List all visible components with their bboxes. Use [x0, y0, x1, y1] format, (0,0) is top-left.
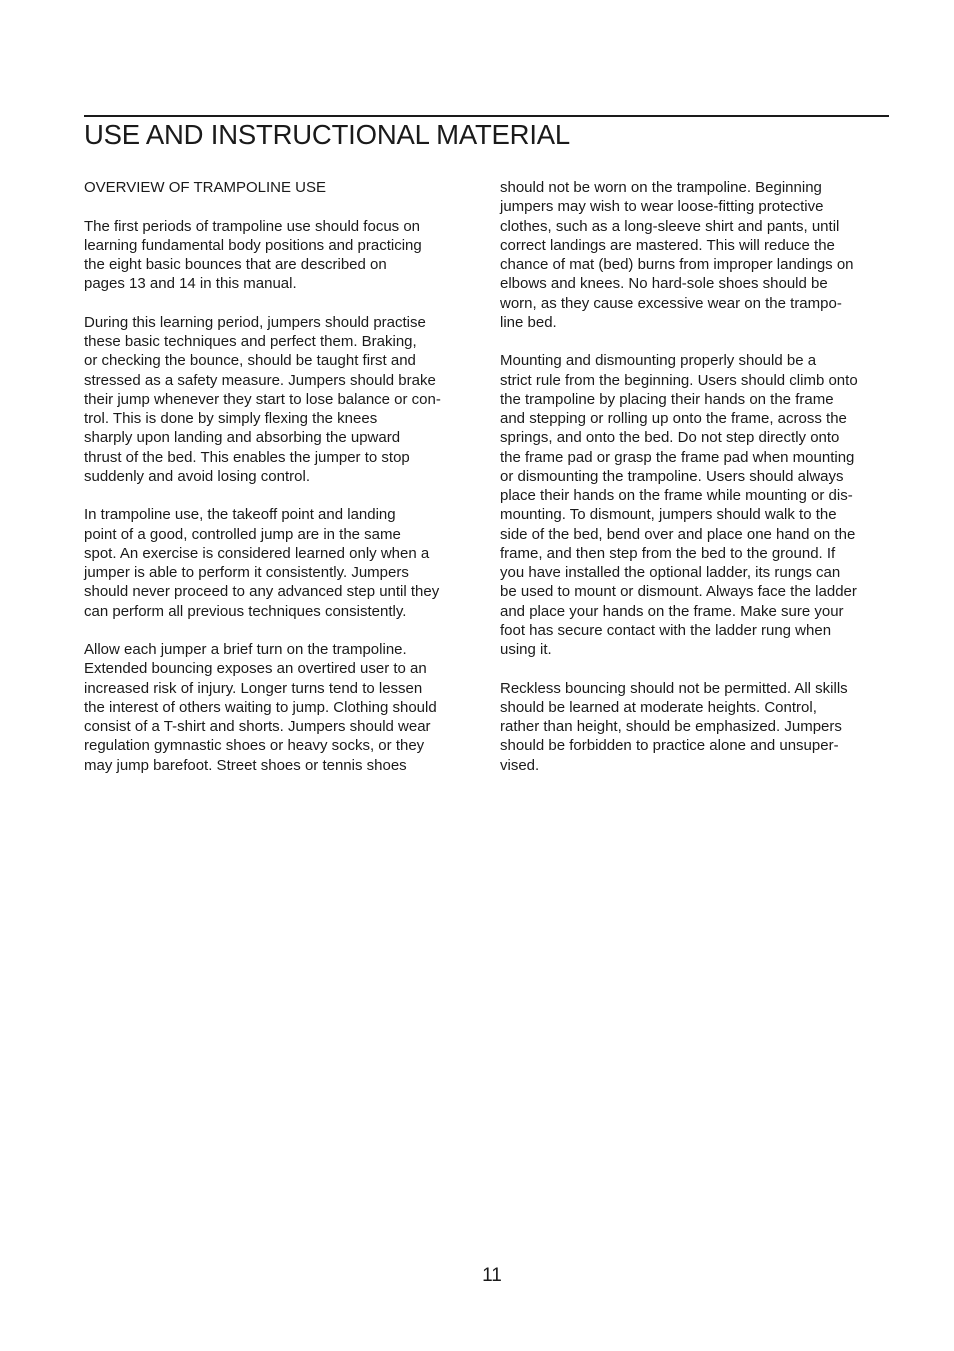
- text-line: During this learning period, jumpers should practise: [84, 313, 426, 331]
- text-line: should never proceed to any advanced step until they: [84, 583, 440, 601]
- text-line: suddenly and avoid losing control.: [84, 467, 310, 485]
- text-line: spot. An exercise is considered learned only when a: [84, 544, 430, 562]
- text-line: Mounting and dismounting properly should be a: [500, 352, 817, 370]
- text-line: and place your hands on the frame. Make sure your: [500, 602, 844, 620]
- text-line: or checking the bounce, should be taught first and: [84, 352, 416, 370]
- text-line: In trampoline use, the takeoff point and landing: [84, 506, 396, 524]
- paragraph: [84, 640, 476, 775]
- text-line: chance of mat (bed) burns from improper landings on: [500, 256, 854, 273]
- text-line: The first periods of trampoline use should focus on: [84, 217, 421, 235]
- text-line: jumpers may wish to wear loose-fitting protective: [500, 198, 824, 216]
- text-line: regulation gymnastic shoes or heavy socks, or they: [84, 737, 425, 755]
- text-line: mounting. To dismount, jumpers should walk to the: [500, 506, 837, 524]
- right-paragraphs: [500, 178, 892, 775]
- text-line: correct landings are mastered. This will reduce the: [500, 236, 835, 254]
- text-line: pages 13 and 14 in this manual.: [84, 275, 297, 293]
- text-line: the eight basic bounces that are described on: [84, 256, 387, 273]
- text-line: trol. This is done by simply flexing the knees: [84, 410, 378, 427]
- text-line: should be forbidden to practice alone and unsuper-: [500, 737, 839, 755]
- page-title: USE AND INSTRUCTIONAL MATERIAL: [84, 119, 571, 150]
- text-line: strict rule from the beginning. Users should climb onto: [500, 371, 858, 389]
- text-line: jumper is able to perform it consistently. Jumpers: [84, 564, 409, 581]
- text-line: springs, and onto the bed. Do not step directly onto: [500, 429, 840, 447]
- text-line: side of the bed, bend over and place one hand on the: [500, 525, 856, 543]
- paragraph: [500, 178, 892, 332]
- text-line: vised.: [500, 756, 540, 774]
- text-line: the trampoline by placing their hands on the frame: [500, 390, 834, 408]
- left-paragraphs: [84, 217, 476, 775]
- text-line: using it.: [500, 641, 552, 658]
- text-line: and stepping or rolling up onto the frame, across the: [500, 410, 847, 427]
- text-line: worn, as they cause excessive wear on the trampo-: [500, 294, 842, 312]
- text-line: or dismounting the trampoline. Users should always: [500, 467, 844, 485]
- text-line: Allow each jumper a brief turn on the trampoline.: [84, 641, 407, 658]
- text-line: the interest of others waiting to jump. Clothing should: [84, 698, 437, 716]
- paragraph: [84, 217, 476, 294]
- text-line: line bed.: [500, 313, 557, 331]
- text-line: Reckless bouncing should not be permitted. All skills: [500, 679, 848, 697]
- text-line: sharply upon landing and absorbing the upward: [84, 429, 401, 447]
- text-line: you have installed the optional ladder, its rungs can: [500, 564, 841, 581]
- text-line: their jump whenever they start to lose balance or con-: [84, 390, 441, 408]
- page-number: 11: [482, 1265, 502, 1286]
- text-line: may jump barefoot. Street shoes or tennis shoes: [84, 756, 407, 774]
- text-line: frame, and then step from the bed to the ground. If: [500, 544, 836, 562]
- text-line: consist of a T-shirt and shorts. Jumpers should wear: [84, 718, 431, 735]
- paragraph: [500, 679, 892, 775]
- text-line: clothes, such as a long-sleeve shirt and pants, until: [500, 217, 840, 235]
- text-line: elbows and knees. No hard-sole shoes should be: [500, 275, 828, 293]
- paragraph: [500, 351, 892, 659]
- paragraph: [84, 313, 476, 486]
- text-line: be used to mount or dismount. Always face the ladder: [500, 583, 857, 601]
- text-line: the frame pad or grasp the frame pad when mounting: [500, 448, 855, 466]
- section-heading: OVERVIEW OF TRAMPOLINE USE: [84, 179, 326, 196]
- text-line: stressed as a safety measure. Jumpers should brake: [84, 371, 436, 389]
- text-line: these basic techniques and perfect them. Braking,: [84, 333, 417, 350]
- text-line: can perform all previous techniques consistently.: [84, 602, 407, 620]
- text-line: Extended bouncing exposes an overtired user to an: [84, 660, 427, 678]
- paragraph: [84, 505, 476, 621]
- right-column: [500, 178, 892, 794]
- text-line: place their hands on the frame while mounting or dis-: [500, 487, 853, 504]
- text-line: should not be worn on the trampoline. Beginning: [500, 179, 822, 196]
- text-line: learning fundamental body positions and practicing: [84, 236, 422, 254]
- text-line: thrust of the bed. This enables the jumper to stop: [84, 448, 410, 466]
- text-line: point of a good, controlled jump are in the same: [84, 525, 401, 543]
- header-rule: [84, 115, 889, 117]
- text-line: should be learned at moderate heights. Control,: [500, 698, 817, 716]
- text-line: increased risk of injury. Longer turns tend to lessen: [84, 679, 423, 697]
- text-line: foot has secure contact with the ladder rung when: [500, 621, 832, 639]
- left-column: [84, 178, 476, 794]
- text-line: rather than height, should be emphasized. Jumpers: [500, 718, 842, 735]
